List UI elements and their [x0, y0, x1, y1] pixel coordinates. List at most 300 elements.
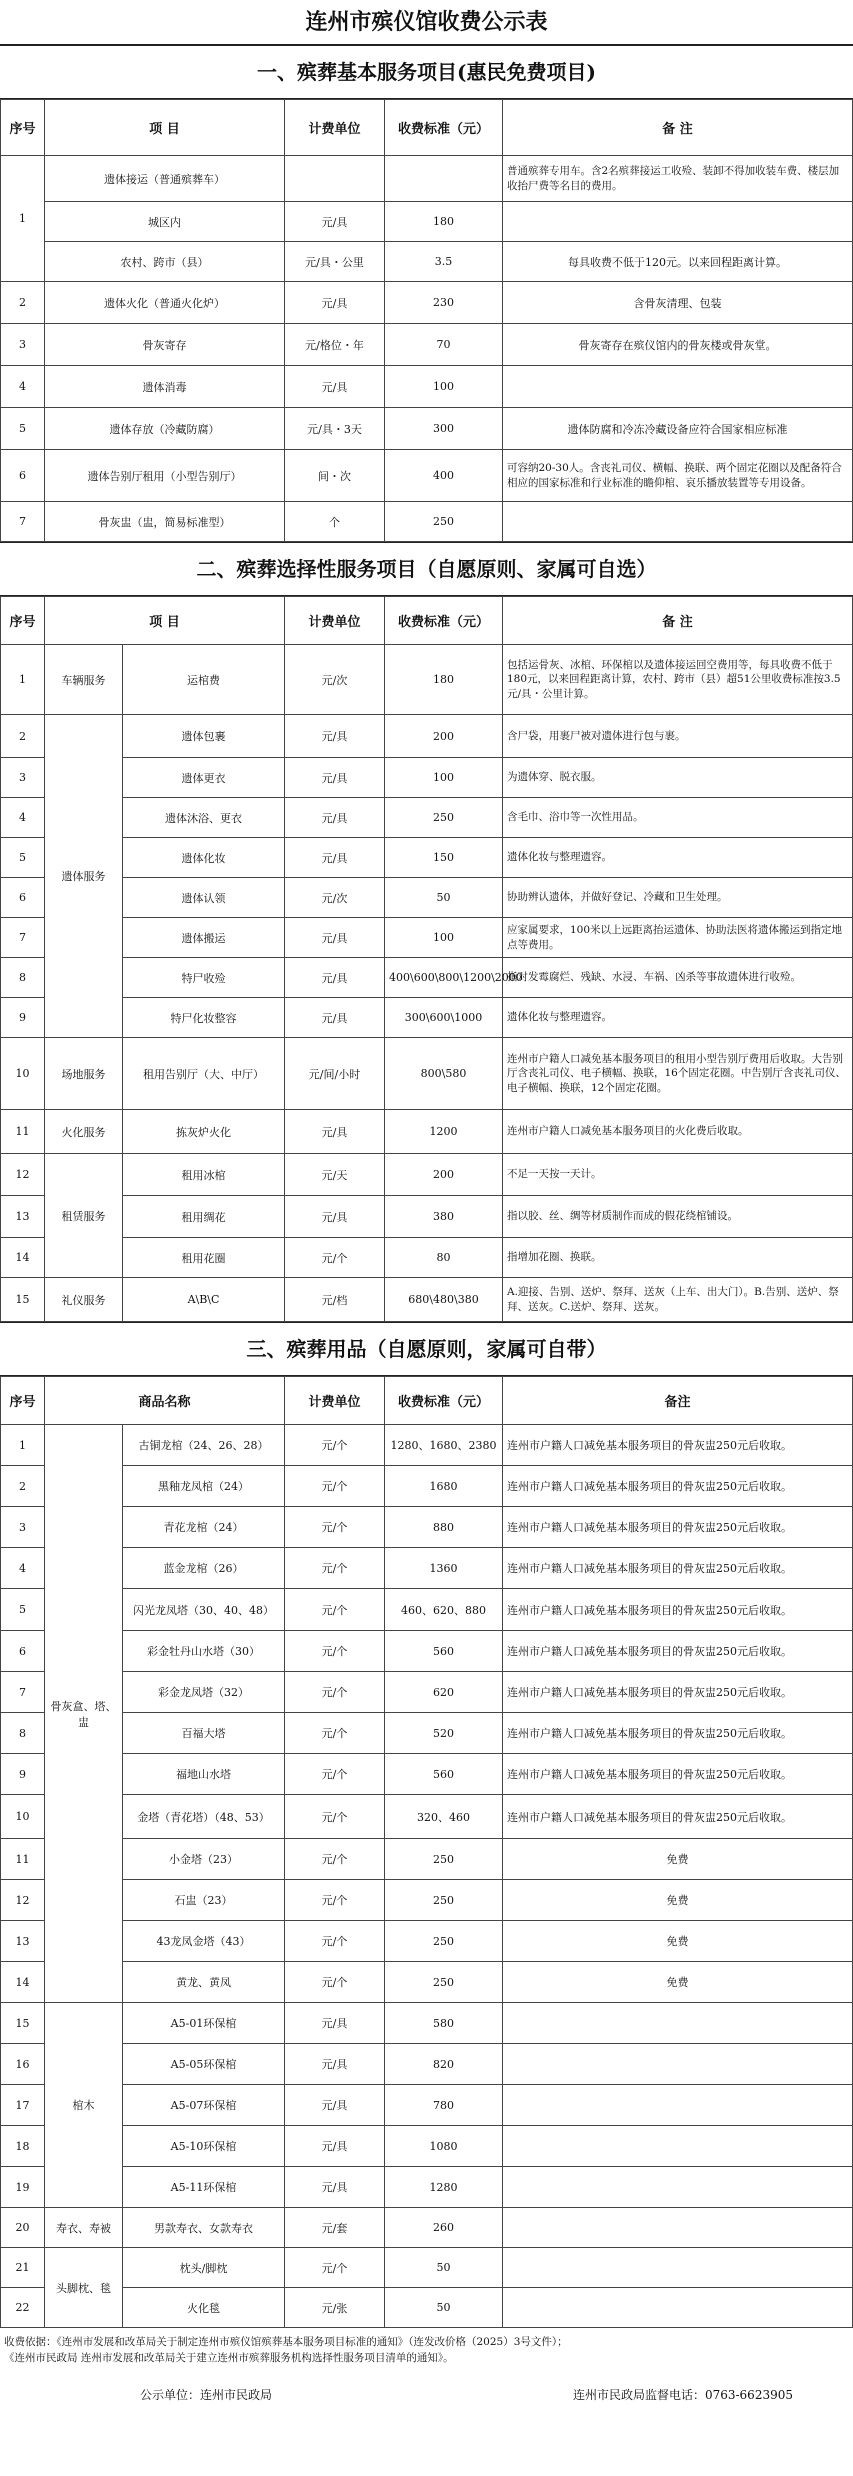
row-item: 骨灰寄存: [45, 324, 285, 366]
table-row: [1, 1466, 853, 1507]
row-unit: 元/具: [285, 838, 385, 878]
row-price: 300: [385, 408, 503, 450]
row-note: 连州市户籍人口减免基本服务项目的骨灰盅250元后收取。: [503, 1754, 853, 1795]
row-unit: 元/个: [285, 1589, 385, 1631]
row-price: 560: [385, 1631, 503, 1672]
row-unit: 元/具: [285, 758, 385, 798]
row-price: 820: [385, 2044, 503, 2085]
row-no: 4: [1, 798, 45, 838]
row-item: A5-11环保棺: [123, 2167, 285, 2208]
row-item: 拣灰炉火化: [123, 1110, 285, 1154]
row-price: 100: [385, 758, 503, 798]
row-note: [503, 2288, 853, 2328]
row-item: 黄龙、黄凤: [123, 1962, 285, 2003]
group-label-rental: 租赁服务: [45, 1154, 123, 1278]
row-unit: 元/格位・年: [285, 324, 385, 366]
row-note: [503, 2248, 853, 2288]
row-note: 含毛巾、浴巾等一次性用品。: [503, 798, 853, 838]
row-price: 1200: [385, 1110, 503, 1154]
col-unit-header: 计费单位: [285, 597, 385, 645]
row-price: 230: [385, 282, 503, 324]
row-item: 特尸化妆整容: [123, 998, 285, 1038]
row-unit: 间・次: [285, 450, 385, 502]
row-item: A\B\C: [123, 1278, 285, 1322]
row-price: 100: [385, 366, 503, 408]
row-item: A5-10环保棺: [123, 2126, 285, 2167]
row-unit: 元/具・公里: [285, 242, 385, 282]
row-item: 遗体告别厅租用（小型告别厅）: [45, 450, 285, 502]
row-price: 80: [385, 1238, 503, 1278]
row-unit: 元/个: [285, 1962, 385, 2003]
table-row: [1, 1880, 853, 1921]
row-no: 4: [1, 366, 45, 408]
table-row: [1, 2248, 853, 2288]
row-unit: 元/具: [285, 366, 385, 408]
row-unit: 元/个: [285, 1425, 385, 1466]
table-row: [1, 1672, 853, 1713]
group-label-venue: 场地服务: [45, 1038, 123, 1110]
section2-table: [0, 596, 853, 1322]
row-price: 580: [385, 2003, 503, 2044]
row-note: 指增加花圈、换联。: [503, 1238, 853, 1278]
row-note: 每具收费不低于120元。以来回程距离计算。: [503, 242, 853, 282]
table-row: [1, 1548, 853, 1589]
col-note-header: 备 注: [503, 597, 853, 645]
row-no: 14: [1, 1238, 45, 1278]
row-unit: 元/具: [285, 2126, 385, 2167]
table-row: [1, 202, 853, 242]
group-label-ceremony: 礼仪服务: [45, 1278, 123, 1322]
row-no: 6: [1, 878, 45, 918]
row-price: 380: [385, 1196, 503, 1238]
group-label-coffin: 棺木: [45, 2003, 123, 2208]
row-item: 城区内: [45, 202, 285, 242]
row-note: [503, 2167, 853, 2208]
row-no: 8: [1, 958, 45, 998]
row-unit: 元/个: [285, 1713, 385, 1754]
row-item: 租用告别厅（大、中厅）: [123, 1038, 285, 1110]
table-row: [1, 1631, 853, 1672]
row-unit: 元/个: [285, 1466, 385, 1507]
page-title: 连州市殡仪馆收费公示表: [0, 0, 853, 45]
row-no: 12: [1, 1154, 45, 1196]
table-row: [1, 2003, 853, 2044]
table-row: [1, 998, 853, 1038]
table-row: [1, 1962, 853, 2003]
row-note: 骨灰寄存在殡仪馆内的骨灰楼或骨灰堂。: [503, 324, 853, 366]
row-price: 260: [385, 2208, 503, 2248]
col-price-header: 收费标准（元）: [385, 597, 503, 645]
row-note: 指以胶、丝、绸等材质制作而成的假花绕棺铺设。: [503, 1196, 853, 1238]
table-row: [1, 1507, 853, 1548]
table-row: [1, 324, 853, 366]
row-item: 遗体消毒: [45, 366, 285, 408]
row-no: 6: [1, 450, 45, 502]
row-price: 50: [385, 2288, 503, 2328]
row-note: 遗体防腐和冷冻冷藏设备应符合国家相应标准: [503, 408, 853, 450]
row-price: 400\600\800\1200\2000: [385, 958, 503, 998]
row-no: 5: [1, 408, 45, 450]
row-item: 农村、跨市（县）: [45, 242, 285, 282]
row-note: 普通殡葬专用车。含2名殡葬接运工收殓、装卸不得加收装车费、楼层加收抬尸费等名目的费用。: [503, 156, 853, 202]
group-label-shroud: 寿衣、寿被: [45, 2208, 123, 2248]
row-no: 1: [1, 1425, 45, 1466]
row-no: 7: [1, 1672, 45, 1713]
row-unit: 元/个: [285, 1795, 385, 1839]
col-no-header: 序号: [1, 100, 45, 156]
row-no: 10: [1, 1038, 45, 1110]
row-note: [503, 366, 853, 408]
row-no: 3: [1, 1507, 45, 1548]
fee-basis: [0, 2328, 853, 2372]
row-no: 14: [1, 1962, 45, 2003]
row-unit: 元/个: [285, 1880, 385, 1921]
row-note: 免费: [503, 1921, 853, 1962]
section2-heading: 二、殡葬选择性服务项目（自愿原则、家属可自选）: [0, 542, 853, 596]
col-price-header: 收费标准（元）: [385, 100, 503, 156]
row-price: 250: [385, 1962, 503, 2003]
row-no: 19: [1, 2167, 45, 2208]
row-no: 5: [1, 838, 45, 878]
table-row: [1, 2126, 853, 2167]
row-unit: 元/档: [285, 1278, 385, 1322]
row-price: 1680: [385, 1466, 503, 1507]
row-note: 连州市户籍人口减免基本服务项目的骨灰盅250元后收取。: [503, 1713, 853, 1754]
table-header-row: [1, 100, 853, 156]
section3-table: [0, 1376, 853, 2328]
row-item: 石盅（23）: [123, 1880, 285, 1921]
row-note: 遗体化妆与整理遗容。: [503, 998, 853, 1038]
table-row: [1, 1839, 853, 1880]
table-row: [1, 838, 853, 878]
row-note: 应家属要求，100米以上远距离抬运遗体、协助法医将遗体搬运到指定地点等费用。: [503, 918, 853, 958]
row-no: 7: [1, 502, 45, 542]
col-name-header: 商品名称: [45, 1377, 285, 1425]
row-note: A.迎接、告别、送炉、祭拜、送灰（上车、出大门）。B.告别、送炉、祭拜、送灰。C.送炉、祭拜、送灰。: [503, 1278, 853, 1322]
row-price: 1080: [385, 2126, 503, 2167]
table-row: [1, 1795, 853, 1839]
row-no: 8: [1, 1713, 45, 1754]
row-note: 连州市户籍人口减免基本服务项目的骨灰盅250元后收取。: [503, 1425, 853, 1466]
row-price: 560: [385, 1754, 503, 1795]
row-item: 特尸收殓: [123, 958, 285, 998]
row-price: 250: [385, 1921, 503, 1962]
table-row: [1, 918, 853, 958]
row-unit: 元/具: [285, 1196, 385, 1238]
row-item: 古铜龙棺（24、26、28）: [123, 1425, 285, 1466]
row-unit: 元/具: [285, 958, 385, 998]
row-no: 20: [1, 2208, 45, 2248]
row-unit: 元/个: [285, 1548, 385, 1589]
table-row: [1, 1278, 853, 1322]
row-no: 21: [1, 2248, 45, 2288]
table-row: [1, 1154, 853, 1196]
table-row: [1, 2085, 853, 2126]
table-row: [1, 1754, 853, 1795]
row-price: 150: [385, 838, 503, 878]
row-price: 300\600\1000: [385, 998, 503, 1038]
col-note-header: 备 注: [503, 100, 853, 156]
row-price: 3.5: [385, 242, 503, 282]
row-item: 蓝金龙棺（26）: [123, 1548, 285, 1589]
row-note: 连州市户籍人口减免基本服务项目的骨灰盅250元后收取。: [503, 1548, 853, 1589]
table-row: [1, 1589, 853, 1631]
table-row: [1, 715, 853, 758]
row-no: 13: [1, 1196, 45, 1238]
row-item: 黑釉龙凤棺（24）: [123, 1466, 285, 1507]
row-no: 11: [1, 1110, 45, 1154]
fee-basis-line2: 《连州市民政局 连州市发展和改革局关于建立连州市殡葬服务机构选择性服务项目清单的通知》。: [4, 2352, 454, 2364]
row-price: 1280: [385, 2167, 503, 2208]
group-label-cremation: 火化服务: [45, 1110, 123, 1154]
row-unit: 元/具: [285, 202, 385, 242]
row-note: 连州市户籍人口减免基本服务项目的骨灰盅250元后收取。: [503, 1589, 853, 1631]
row-unit: 元/具: [285, 1110, 385, 1154]
row-price: 250: [385, 1839, 503, 1880]
row-item: 闪光龙凤塔（30、40、48）: [123, 1589, 285, 1631]
table-row: [1, 1921, 853, 1962]
group-label-urn: 骨灰盒、塔、盅: [45, 1425, 123, 2003]
row-note: 连州市户籍人口减免基本服务项目的租用小型告别厅费用后收取。大告别厅含丧礼司仪、电子横幅、换联，16个固定花圈。中告别厅含丧礼司仪、电子横幅、换联，12个固定花圈。: [503, 1038, 853, 1110]
table-row: [1, 450, 853, 502]
row-unit: 元/套: [285, 2208, 385, 2248]
row-unit: 元/个: [285, 1672, 385, 1713]
row-price: [385, 156, 503, 202]
row-unit: 元/个: [285, 1507, 385, 1548]
row-no: 11: [1, 1839, 45, 1880]
table-row: [1, 2288, 853, 2328]
table-row: [1, 156, 853, 202]
row-no: 10: [1, 1795, 45, 1839]
row-price: 320、460: [385, 1795, 503, 1839]
table-row: [1, 878, 853, 918]
table-row: [1, 2208, 853, 2248]
row-no: 17: [1, 2085, 45, 2126]
table-row: [1, 2167, 853, 2208]
row-no: 22: [1, 2288, 45, 2328]
row-item: 租用花圈: [123, 1238, 285, 1278]
table-row: [1, 2044, 853, 2085]
row-item: 遗体认领: [123, 878, 285, 918]
row-unit: 元/具: [285, 715, 385, 758]
section1-table: [0, 99, 853, 542]
table-row: [1, 1038, 853, 1110]
row-unit: 元/具: [285, 918, 385, 958]
row-no: 15: [1, 2003, 45, 2044]
row-no: 15: [1, 1278, 45, 1322]
col-price-header: 收费标准（元）: [385, 1377, 503, 1425]
table-row: [1, 366, 853, 408]
row-no: 1: [1, 645, 45, 715]
table-header-row: [1, 1377, 853, 1425]
table-header-row: [1, 597, 853, 645]
group-label-vehicle: 车辆服务: [45, 645, 123, 715]
table-row: [1, 1425, 853, 1466]
row-item: A5-05环保棺: [123, 2044, 285, 2085]
group-label-body: 遗体服务: [45, 715, 123, 1038]
table-row: [1, 502, 853, 542]
row-unit: 元/间/小时: [285, 1038, 385, 1110]
row-no: 2: [1, 282, 45, 324]
row-item: 遗体化妆: [123, 838, 285, 878]
row-no: 3: [1, 324, 45, 366]
row-price: 200: [385, 715, 503, 758]
table-row: [1, 242, 853, 282]
row-note: 连州市户籍人口减免基本服务项目的骨灰盅250元后收取。: [503, 1466, 853, 1507]
row-price: 200: [385, 1154, 503, 1196]
row-note: [503, 2126, 853, 2167]
row-price: 620: [385, 1672, 503, 1713]
row-item: 枕头/脚枕: [123, 2248, 285, 2288]
row-note: 协助辨认遗体，并做好登记、冷藏和卫生处理。: [503, 878, 853, 918]
row-no: 9: [1, 998, 45, 1038]
row-price: 100: [385, 918, 503, 958]
row-note: [503, 502, 853, 542]
row-price: 70: [385, 324, 503, 366]
row-no: 12: [1, 1880, 45, 1921]
table-row: [1, 1196, 853, 1238]
row-note: 不足一天按一天计。: [503, 1154, 853, 1196]
row-item: 43龙凤金塔（43）: [123, 1921, 285, 1962]
row-unit: 元/具・3天: [285, 408, 385, 450]
row-note: 遗体化妆与整理遗容。: [503, 838, 853, 878]
row-unit: 元/具: [285, 2044, 385, 2085]
row-unit: 元/具: [285, 998, 385, 1038]
row-no: 4: [1, 1548, 45, 1589]
row-unit: 元/个: [285, 1631, 385, 1672]
row-item: 运棺费: [123, 645, 285, 715]
row-unit: [285, 156, 385, 202]
row-item: 遗体包裹: [123, 715, 285, 758]
row-item: 百福大塔: [123, 1713, 285, 1754]
row-note: 含骨灰清理、包装: [503, 282, 853, 324]
row-note: 连州市户籍人口减免基本服务项目的骨灰盅250元后收取。: [503, 1507, 853, 1548]
col-item-header: 项 目: [45, 597, 285, 645]
row-item: A5-01环保棺: [123, 2003, 285, 2044]
row-item: 福地山水塔: [123, 1754, 285, 1795]
row-unit: 元/次: [285, 645, 385, 715]
row-item: 小金塔（23）: [123, 1839, 285, 1880]
row-no: 9: [1, 1754, 45, 1795]
row-item: 遗体接运（普通殡葬车）: [45, 156, 285, 202]
row-item: 男款寿衣、女款寿衣: [123, 2208, 285, 2248]
section3-heading: 三、殡葬用品（自愿原则，家属可自带）: [0, 1322, 853, 1376]
row-item: 骨灰盅（盅，简易标准型）: [45, 502, 285, 542]
row-unit: 元/个: [285, 2248, 385, 2288]
row-note: 免费: [503, 1839, 853, 1880]
row-note: [503, 2085, 853, 2126]
table-row: [1, 1110, 853, 1154]
row-no: 7: [1, 918, 45, 958]
row-unit: 元/具: [285, 798, 385, 838]
row-price: 680\480\380: [385, 1278, 503, 1322]
table-row: [1, 282, 853, 324]
row-price: 180: [385, 202, 503, 242]
row-item: 青花龙棺（24）: [123, 1507, 285, 1548]
row-note: 连州市户籍人口减免基本服务项目的骨灰盅250元后收取。: [503, 1795, 853, 1839]
row-item: 遗体搬运: [123, 918, 285, 958]
row-note: [503, 2044, 853, 2085]
row-unit: 元/个: [285, 1754, 385, 1795]
col-unit-header: 计费单位: [285, 100, 385, 156]
fee-basis-line1: 收费依据：《连州市发展和改革局关于制定连州市殡仪馆殡葬基本服务项目标准的通知》（连发改价格（2025）3号文件）；: [4, 2336, 568, 2348]
table-row: [1, 798, 853, 838]
row-price: 460、620、880: [385, 1589, 503, 1631]
publisher-label: 公示单位：连州市民政局: [140, 2388, 273, 2402]
col-note-header: 备注: [503, 1377, 853, 1425]
row-note: [503, 202, 853, 242]
row-no: 2: [1, 1466, 45, 1507]
row-unit: 元/具: [285, 2003, 385, 2044]
row-price: 1360: [385, 1548, 503, 1589]
row-no: 5: [1, 1589, 45, 1631]
row-price: 880: [385, 1507, 503, 1548]
table-row: [1, 645, 853, 715]
row-no: 1: [1, 156, 45, 282]
row-no: 3: [1, 758, 45, 798]
row-no: 2: [1, 715, 45, 758]
row-note: 免费: [503, 1880, 853, 1921]
row-note: 包括运骨灰、冰棺、环保棺以及遗体接运回空费用等，每具收费不低于180元，以来回程距离计算，农村、跨市（县）超51公里收费标准按3.5元/具・公里计算。: [503, 645, 853, 715]
row-note: 连州市户籍人口减免基本服务项目的骨灰盅250元后收取。: [503, 1672, 853, 1713]
row-no: 16: [1, 2044, 45, 2085]
row-item: 遗体沐浴、更衣: [123, 798, 285, 838]
row-no: 13: [1, 1921, 45, 1962]
col-no-header: 序号: [1, 1377, 45, 1425]
col-unit-header: 计费单位: [285, 1377, 385, 1425]
row-note: 连州市户籍人口减免基本服务项目的火化费后收取。: [503, 1110, 853, 1154]
row-note: 免费: [503, 1962, 853, 2003]
row-item: 租用绸花: [123, 1196, 285, 1238]
row-price: 780: [385, 2085, 503, 2126]
row-unit: 元/次: [285, 878, 385, 918]
row-note: 为遗体穿、脱衣服。: [503, 758, 853, 798]
row-price: 180: [385, 645, 503, 715]
row-unit: 元/个: [285, 1839, 385, 1880]
row-unit: 元/具: [285, 282, 385, 324]
row-price: 400: [385, 450, 503, 502]
table-row: [1, 758, 853, 798]
row-item: 遗体更衣: [123, 758, 285, 798]
row-unit: 元/张: [285, 2288, 385, 2328]
row-no: 18: [1, 2126, 45, 2167]
row-item: 租用冰棺: [123, 1154, 285, 1196]
row-unit: 个: [285, 502, 385, 542]
row-item: 火化毯: [123, 2288, 285, 2328]
table-row: [1, 1238, 853, 1278]
supervision-phone: 连州市民政局监督电话：0763-6623905: [572, 2388, 793, 2402]
row-price: 1280、1680、2380: [385, 1425, 503, 1466]
row-unit: 元/具: [285, 2085, 385, 2126]
row-note: 含尸袋，用裹尸被对遗体进行包与裹。: [503, 715, 853, 758]
row-unit: 元/个: [285, 1238, 385, 1278]
row-price: 520: [385, 1713, 503, 1754]
col-item-header: 项 目: [45, 100, 285, 156]
row-price: 250: [385, 1880, 503, 1921]
table-row: [1, 408, 853, 450]
row-price: 250: [385, 502, 503, 542]
row-price: 250: [385, 798, 503, 838]
row-item: 遗体火化（普通火化炉）: [45, 282, 285, 324]
row-unit: 元/天: [285, 1154, 385, 1196]
row-note: [503, 2003, 853, 2044]
row-item: 遗体存放（冷藏防腐）: [45, 408, 285, 450]
row-item: 金塔（青花塔）（48、53）: [123, 1795, 285, 1839]
row-item: 彩金牡丹山水塔（30）: [123, 1631, 285, 1672]
row-price: 50: [385, 878, 503, 918]
row-unit: 元/个: [285, 1921, 385, 1962]
section1-heading: 一、殡葬基本服务项目(惠民免费项目): [0, 45, 853, 99]
